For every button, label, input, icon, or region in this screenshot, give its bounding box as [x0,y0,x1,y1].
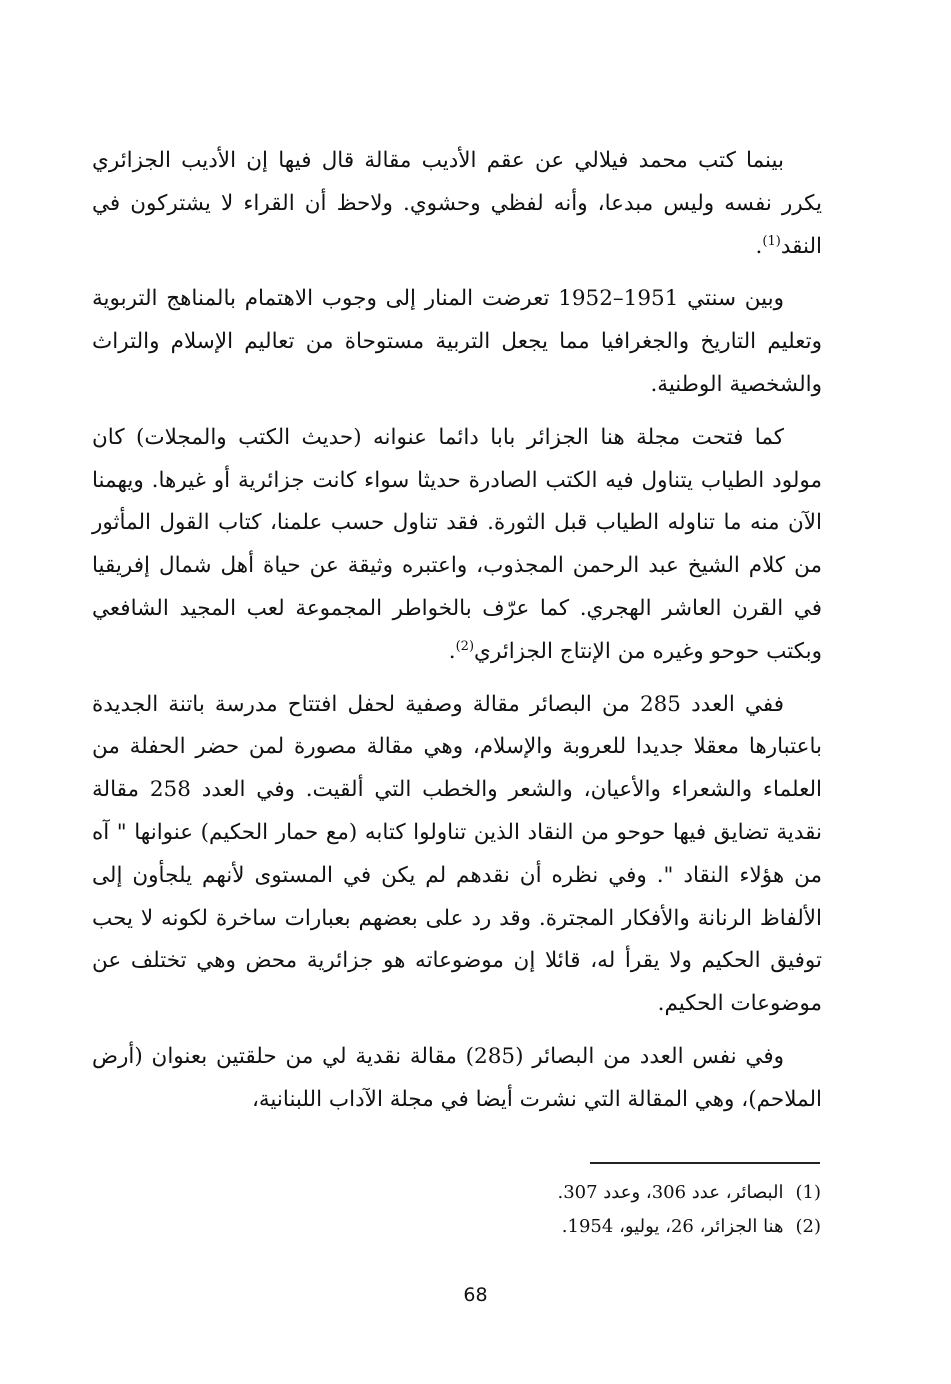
footnote-1 [181,1176,821,1210]
footnote-2 [181,1210,821,1244]
paragraph-3-end: . [448,638,456,664]
paragraph-2-text: وبين سنتي 1951–1952 تعرضت المنار إلى وجوب الاهتمام بالمناهج التربوية وتعليم التاريخ والجغرافيا مما يجعل التربية مستوحاة من تعاليم الإسلام والتراث والشخصية الوطنية. [92,286,822,397]
paragraph-2 [92,278,822,406]
paragraph-4-text: ففي العدد 285 من البصائر مقالة وصفية لحفل افتتاح مدرسة باتنة الجديدة باعتبارها معقلا جديدا للعروبة والإسلام، وهي مقالة مصورة لمن حضر الحفلة من العلماء والشعراء والأعيان، والشعر والخطب التي ألقيت. وفي العدد 258 مقالة نقدية تضايق فيها حوحو من النقاد الذين تناولوا كتابه (مع حمار الحكيم) عنوانها " آه من هؤلاء النقاد ". وفي نظره أن نقدهم لم يكن في المستوى لأنهم يلجأون إلى الألفاظ الرنانة والأفكار المجترة. وقد رد على بعضهم بعبارات ساخرة لكونه لا يحب توفيق الحكيم ولا يقرأ له، قائلا إن موضوعاته هو جزائرية محض وهي تختلف عن موضوعات الحكيم. [92,691,823,1017]
paragraph-1-text: بينما كتب محمد فيلالي عن عقم الأديب مقالة قال فيها إن الأديب الجزائري يكرر نفسه وليس مبدعا، وأنه لفظي وحشوي. ولاحظ أن القراء لا يشتركون في النقد [92,148,822,259]
page-number: 68 [463,1284,488,1306]
paragraph-3-text: كما فتحت مجلة هنا الجزائر بابا دائما عنوانه (حديث الكتب والمجلات) كان مولود الطياب يتناول فيه الكتب الصادرة حديثا سواء كانت جزائرية أو غيرها. ويهمنا الآن منه ما تناوله الطياب قبل الثورة. فقد تناول حسب علمنا، كتاب القول المأثور من كلام الشيخ عبد الرحمن المجذوب، واعتبره وثيقة عن حياة أهل شمال إفريقيا في القرن العاشر الهجري. كما عرّف بالخواطر المجموعة لعب المجيد الشافعي وبكتب حوحو وغيره من الإنتاج الجزائري [92,424,822,664]
footnote-ref-2[interactable]: (2) [455,638,475,654]
footnote-divider [590,1162,820,1164]
paragraph-1-end: . [755,233,763,259]
paragraph-1 [92,140,822,268]
footnote-1-number: (1) [795,1182,821,1203]
footnote-2-number: (2) [795,1216,821,1237]
paragraph-5-text: وفي نفس العدد من البصائر (285) مقالة نقدية لي من حلقتين بعنوان (أرض الملاحم)، وهي المقالة التي نشرت أيضا في مجلة الآداب اللبنانية، [92,1043,822,1112]
paragraph-3 [92,417,822,674]
paragraph-5 [92,1036,822,1122]
paragraph-4 [92,684,822,1026]
footnote-ref-1[interactable]: (1) [762,233,781,249]
footnote-2-text: هنا الجزائر، 26، يوليو، 1954. [561,1216,784,1237]
footnote-1-text: البصائر، عدد 306، وعدد 307. [557,1182,784,1203]
footnotes [181,1176,821,1244]
page-body [92,140,822,1132]
